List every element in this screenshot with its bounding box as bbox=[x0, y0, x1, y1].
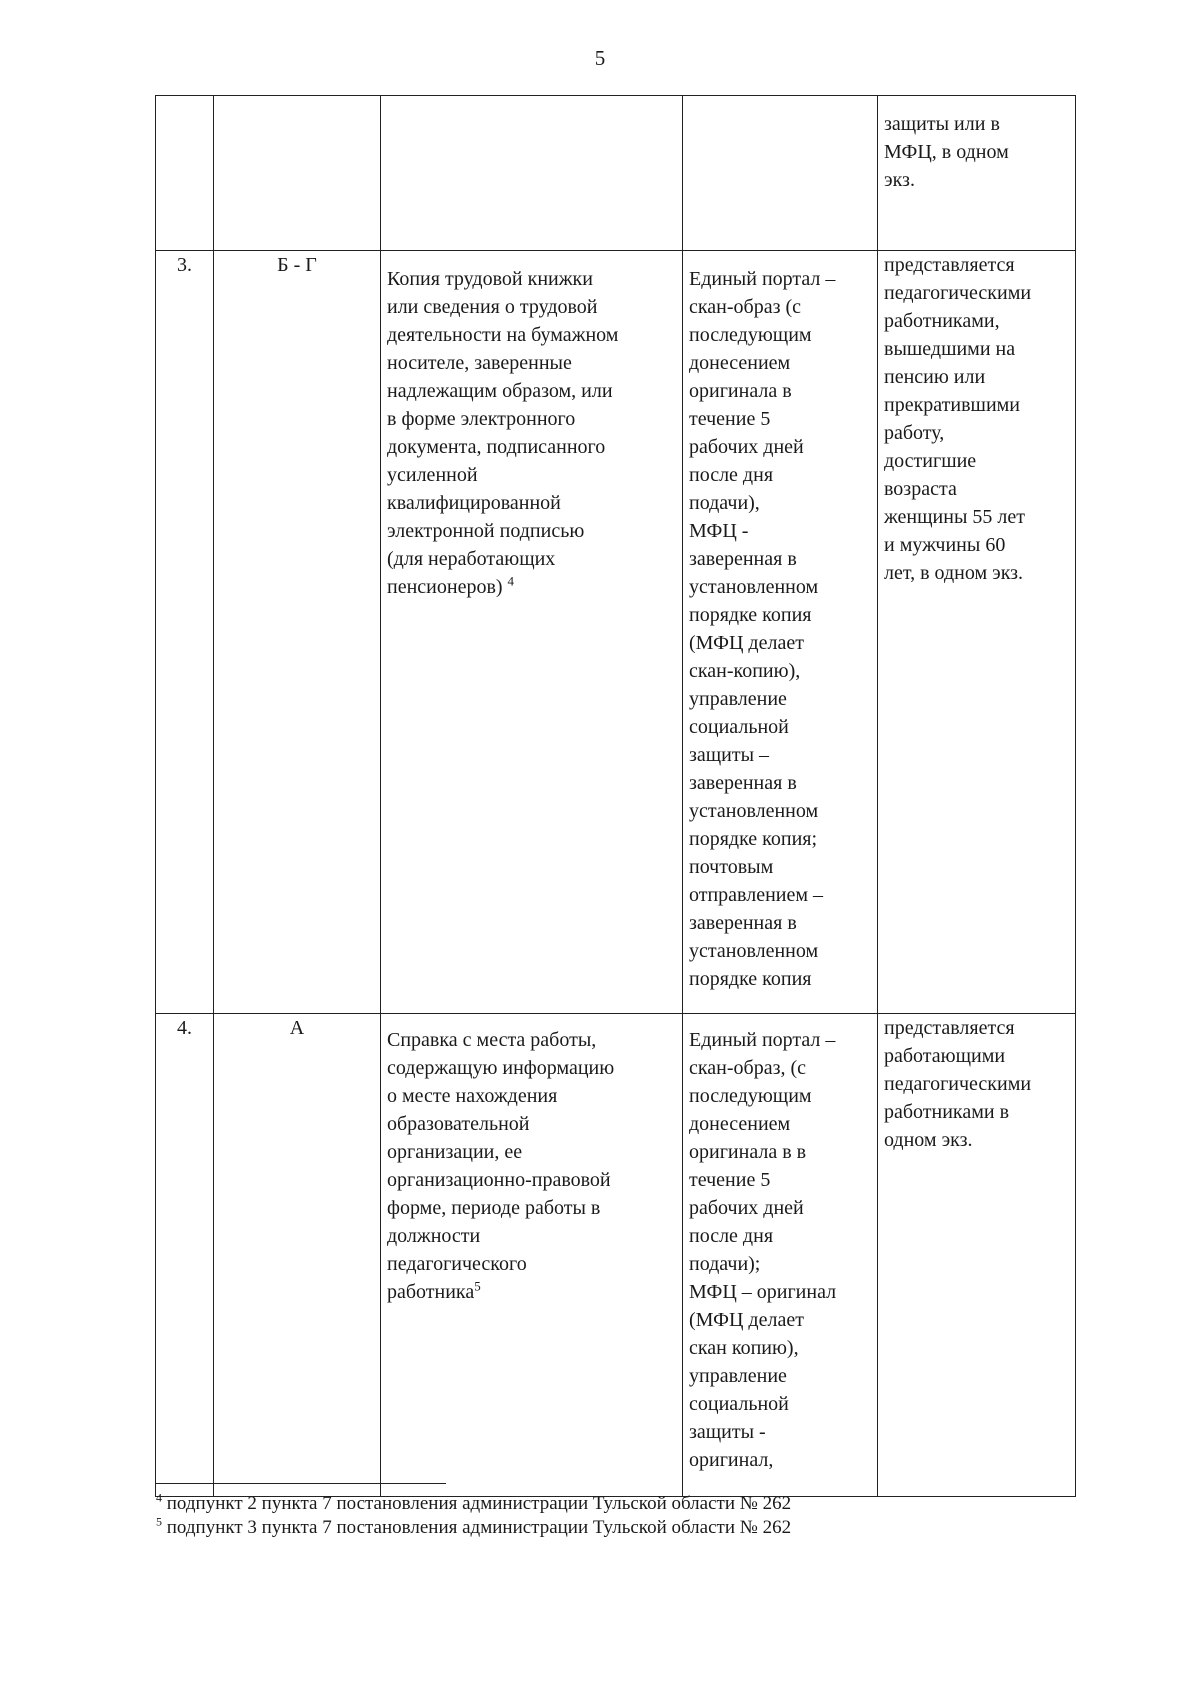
footnote-mark: 5 bbox=[156, 1514, 162, 1529]
cell-number bbox=[156, 96, 214, 251]
footnote-ref: 5 bbox=[474, 1278, 481, 1294]
footnote bbox=[156, 1492, 791, 1516]
table-row bbox=[156, 1014, 1076, 1497]
note-text: защиты или в МФЦ, в одном экз. bbox=[884, 113, 1009, 191]
method-text: Единый портал – скан-образ (с последующим донесением оригинала в течение 5 рабочих дней после дня подачи), МФЦ - заверенная в установленном порядке копия (МФЦ делает скан-копию), управление социальной защиты – заверенная в установленном порядке копия; почтовым отправлением – заверенная в установленном порядке копия bbox=[689, 268, 836, 990]
cell-number: 4. bbox=[156, 1014, 214, 1497]
cell-method bbox=[683, 1014, 878, 1497]
cell-note bbox=[878, 1014, 1076, 1497]
footnote bbox=[156, 1516, 791, 1540]
note-text: представляется работающими педагогическими работниками в одном экз. bbox=[884, 1017, 1032, 1151]
cell-document bbox=[381, 96, 683, 251]
cell-group: Б - Г bbox=[214, 251, 381, 1014]
footnote-separator bbox=[156, 1483, 446, 1484]
cell-document bbox=[381, 251, 683, 1014]
document-text: Справка с места работы, содержащую информацию о месте нахождения образовательной организации, ее организационно-правовой форме, периоде работы в должности педагогического работника bbox=[387, 1029, 615, 1303]
table-row bbox=[156, 251, 1076, 1014]
footnote-text: подпункт 2 пункта 7 постановления администрации Тульской области № 262 bbox=[162, 1493, 792, 1514]
cell-method bbox=[683, 251, 878, 1014]
cell-note bbox=[878, 96, 1076, 251]
cell-number: 3. bbox=[156, 251, 214, 1014]
footnote-text: подпункт 3 пункта 7 постановления администрации Тульской области № 262 bbox=[162, 1517, 792, 1538]
cell-method bbox=[683, 96, 878, 251]
method-text: Единый портал – скан-образ, (с последующим донесением оригинала в в течение 5 рабочих дней после дня подачи); МФЦ – оригинал (МФЦ делает скан копию), управление социальной защиты - оригинал, bbox=[689, 1029, 837, 1471]
cell-group bbox=[214, 96, 381, 251]
footnotes bbox=[156, 1492, 791, 1540]
footnote-ref: 4 bbox=[507, 573, 515, 589]
table-row bbox=[156, 96, 1076, 251]
page-number: 5 bbox=[594, 46, 606, 70]
note-text: представляется педагогическими работниками, вышедшими на пенсию или прекратившими работу, достигшие возраста женщины 55 лет и мужчины 60 лет, в одном экз. bbox=[884, 254, 1032, 584]
cell-document bbox=[381, 1014, 683, 1497]
cell-group: А bbox=[214, 1014, 381, 1497]
document-text: Копия трудовой книжки или сведения о трудовой деятельности на бумажном носителе, заверенные надлежащим образом, или в форме электронного документа, подписанного усиленной квалифицированной электронной подписью (для неработающих пенсионеров) bbox=[387, 268, 619, 598]
footnote-mark: 4 bbox=[156, 1490, 162, 1505]
cell-note bbox=[878, 251, 1076, 1014]
documents-table bbox=[155, 95, 1076, 1497]
